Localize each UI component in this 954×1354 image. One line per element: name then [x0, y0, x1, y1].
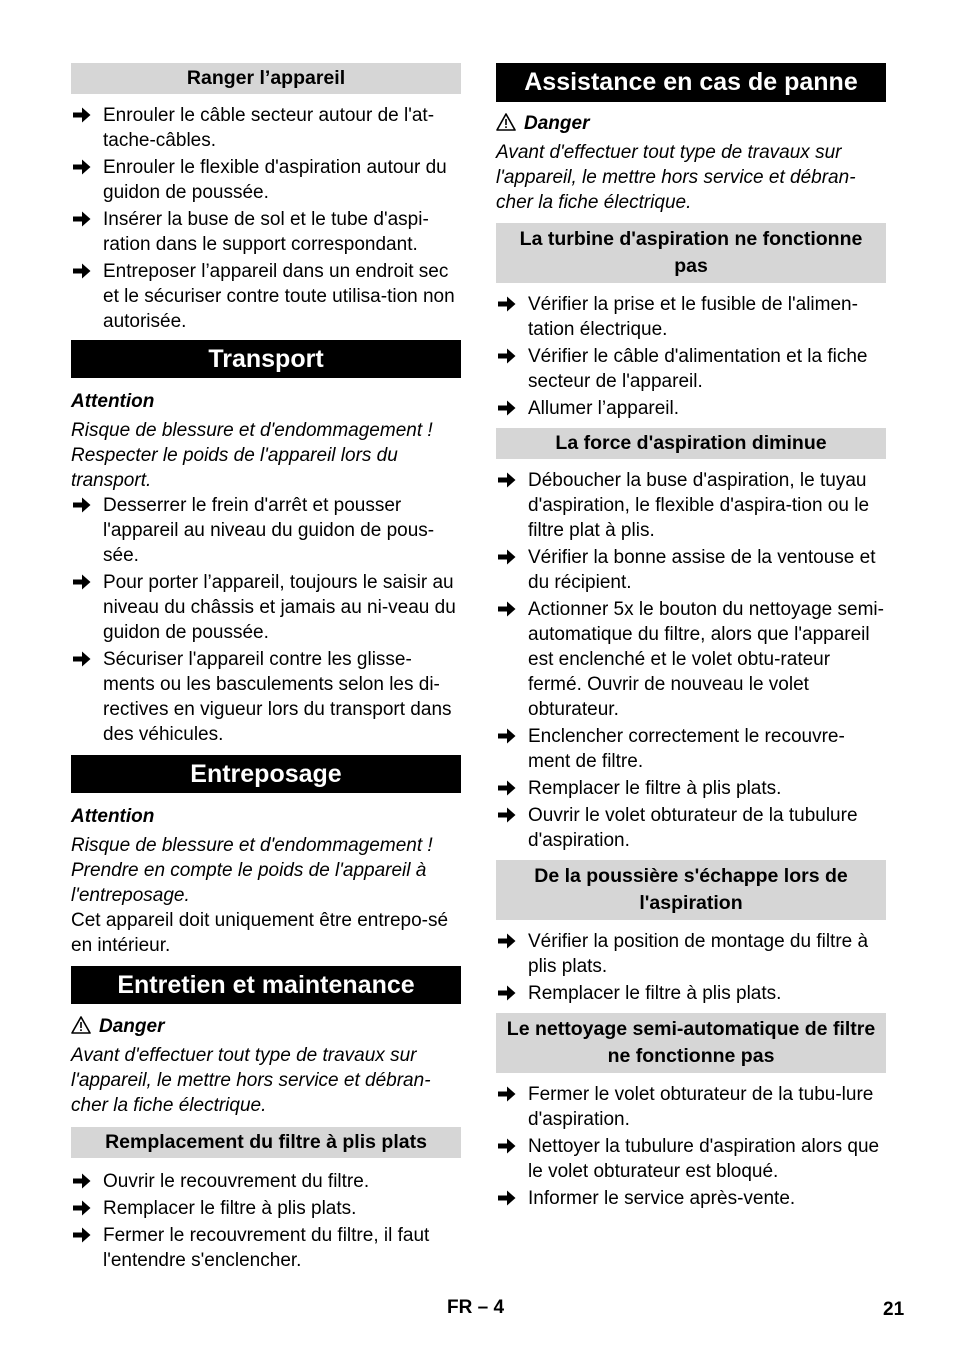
list-item-text: Remplacer le filtre à plis plats.: [103, 1198, 357, 1219]
heading-force: La force d'aspiration diminue: [496, 428, 886, 459]
entreposage-text: Cet appareil doit uniquement être entrepo-sé en intérieur.: [71, 910, 449, 956]
list-remplacement: [71, 1169, 461, 1273]
arrow-right-icon: [73, 1227, 91, 1243]
list-poussiere: [496, 929, 886, 1006]
list-item-text: Vérifier la position de montage du filtre à plis plats.: [528, 931, 869, 977]
entretien-danger-note: Avant d'effectuer tout type de travaux sur l'appareil, le mettre hors service et débran-cher la fiche électrique.: [71, 1045, 431, 1116]
list-item-text: Vérifier la bonne assise de la ventouse et du récipient.: [528, 547, 876, 593]
list-item-text: Actionner 5x le bouton du nettoyage semi-automatique du filtre, alors que l'appareil est enclenché et le volet obtu-rateur fermé. Ouvrir de nouveau le volet obturateur.: [528, 599, 884, 720]
page-section-label: FR – 4: [447, 1297, 505, 1318]
arrow-right-icon: [73, 497, 91, 513]
list-item-text: Fermer le volet obturateur de la tubu-lure d'aspiration.: [528, 1084, 874, 1130]
heading-entreposage: Entreposage: [71, 755, 461, 793]
heading-entretien: Entretien et maintenance: [71, 966, 461, 1004]
list-item-text: Enclencher correctement le recouvre-ment de filtre.: [528, 726, 845, 772]
assistance-danger-note: Avant d'effectuer tout type de travaux sur l'appareil, le mettre hors service et débran-cher la fiche électrique.: [496, 142, 856, 213]
arrow-right-icon: [73, 1200, 91, 1216]
arrow-right-icon: [73, 1173, 91, 1189]
arrow-right-icon: [73, 107, 91, 123]
arrow-right-icon: [498, 780, 516, 796]
list-item: [71, 493, 461, 568]
list-item: [496, 597, 886, 722]
list-item: [71, 647, 461, 747]
list-item: [71, 207, 461, 257]
list-item: [496, 468, 886, 543]
list-item: [71, 259, 461, 334]
list-item-text: Allumer l’appareil.: [528, 398, 680, 419]
list-item: [496, 1186, 886, 1211]
arrow-right-icon: [73, 211, 91, 227]
arrow-right-icon: [498, 728, 516, 744]
right-column: [496, 63, 886, 1213]
list-item-text: Fermer le recouvrement du filtre, il faut l'entendre s'enclencher.: [103, 1225, 430, 1271]
list-item-text: Nettoyer la tubulure d'aspiration alors que le volet obturateur est bloqué.: [528, 1136, 880, 1182]
arrow-right-icon: [498, 296, 516, 312]
list-item: [496, 396, 886, 421]
arrow-right-icon: [498, 472, 516, 488]
list-item: [71, 1169, 461, 1194]
list-item-text: Remplacer le filtre à plis plats.: [528, 983, 782, 1004]
assistance-danger-label: Danger: [496, 111, 886, 136]
arrow-right-icon: [73, 159, 91, 175]
list-transport: [71, 493, 461, 747]
list-force: [496, 468, 886, 853]
list-item: [496, 1082, 886, 1132]
transport-attention-note: Risque de blessure et d'endommagement ! Respecter le poids de l'appareil lors du transport.: [71, 420, 433, 491]
entreposage-attention-note: Risque de blessure et d'endommagement ! Prendre en compte le poids de l'appareil à l'entreposage.: [71, 835, 433, 906]
list-item: [71, 155, 461, 205]
list-item: [496, 292, 886, 342]
list-ranger: [71, 103, 461, 334]
list-item-text: Sécuriser l'appareil contre les glisse-ments ou les basculements selon les di-rectives en vigueur lors du transport dans des véhicules.: [103, 649, 452, 745]
heading-ranger: Ranger l’appareil: [71, 63, 461, 94]
heading-turbine: La turbine d'aspiration ne fonctionne pas: [496, 223, 886, 283]
arrow-right-icon: [73, 263, 91, 279]
list-item-text: Insérer la buse de sol et le tube d'aspi-ration dans le support correspondant.: [103, 209, 429, 255]
arrow-right-icon: [73, 574, 91, 590]
list-item: [496, 776, 886, 801]
list-nettoyage: [496, 1082, 886, 1211]
left-column: [71, 63, 461, 1275]
list-item-text: Informer le service après-vente.: [528, 1188, 796, 1209]
entreposage-attention-label: Attention: [71, 806, 155, 827]
list-item-text: Déboucher la buse d'aspiration, le tuyau d'aspiration, le flexible d'aspira-tion ou le filtre plat à plis.: [528, 470, 870, 541]
list-item: [496, 803, 886, 853]
list-item: [71, 1196, 461, 1221]
list-item-text: Vérifier la prise et le fusible de l'alimen-tation électrique.: [528, 294, 858, 340]
list-item-text: Enrouler le câble secteur autour de l'at-tache-câbles.: [103, 105, 435, 151]
list-item-text: Ouvrir le volet obturateur de la tubulure d'aspiration.: [528, 805, 858, 851]
arrow-right-icon: [498, 549, 516, 565]
arrow-right-icon: [498, 1138, 516, 1154]
list-item-text: Entreposer l’appareil dans un endroit sec et le sécuriser contre toute utilisa-tion non autorisée.: [103, 261, 455, 332]
list-item: [496, 929, 886, 979]
heading-poussiere: De la poussière s'échappe lors de l'aspiration: [496, 860, 886, 920]
heading-remplacement: Remplacement du filtre à plis plats: [71, 1127, 461, 1158]
transport-attention-label: Attention: [71, 391, 155, 412]
arrow-right-icon: [73, 651, 91, 667]
heading-transport: Transport: [71, 340, 461, 378]
heading-nettoyage: Le nettoyage semi-automatique de filtre ne fonctionne pas: [496, 1013, 886, 1073]
entretien-danger-label: Danger: [71, 1014, 461, 1039]
list-item-text: Enrouler le flexible d'aspiration autour du guidon de poussée.: [103, 157, 447, 203]
arrow-right-icon: [498, 933, 516, 949]
warning-triangle-icon: [71, 1016, 91, 1034]
heading-assistance: Assistance en cas de panne: [496, 63, 886, 102]
list-item: [496, 724, 886, 774]
arrow-right-icon: [498, 985, 516, 1001]
list-turbine: [496, 292, 886, 421]
list-item-text: Remplacer le filtre à plis plats.: [528, 778, 782, 799]
list-item: [71, 103, 461, 153]
list-item: [71, 1223, 461, 1273]
list-item-text: Ouvrir le recouvrement du filtre.: [103, 1171, 370, 1192]
list-item: [496, 981, 886, 1006]
list-item: [71, 570, 461, 645]
arrow-right-icon: [498, 348, 516, 364]
arrow-right-icon: [498, 807, 516, 823]
warning-triangle-icon: [496, 113, 516, 131]
list-item: [496, 1134, 886, 1184]
page-number: 21: [883, 1299, 905, 1320]
list-item-text: Pour porter l’appareil, toujours le saisir au niveau du châssis et jamais au ni-veau du guidon de poussée.: [103, 572, 456, 643]
arrow-right-icon: [498, 601, 516, 617]
arrow-right-icon: [498, 1086, 516, 1102]
list-item-text: Desserrer le frein d'arrêt et pousser l'appareil au niveau du guidon de pous-sée.: [103, 495, 435, 566]
list-item: [496, 344, 886, 394]
list-item: [496, 545, 886, 595]
arrow-right-icon: [498, 400, 516, 416]
arrow-right-icon: [498, 1190, 516, 1206]
list-item-text: Vérifier le câble d'alimentation et la fiche secteur de l'appareil.: [528, 346, 868, 392]
